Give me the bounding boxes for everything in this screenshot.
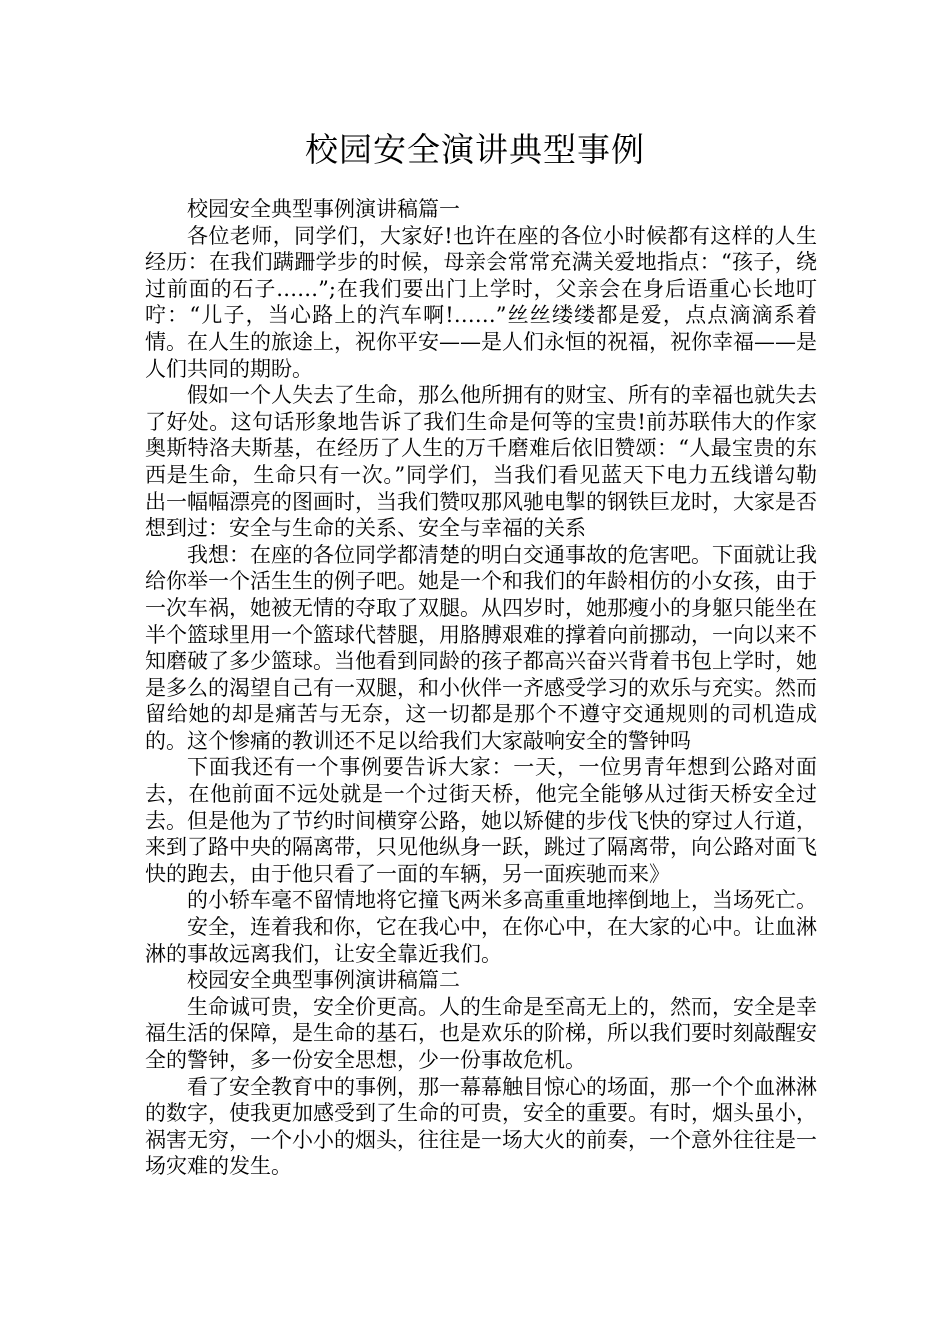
paragraph-greeting: 各位老师，同学们，大家好!也许在座的各位小时候都有这样的人生经历：在我们蹒跚学步的时候，母亲会常常充满关爱地指点：“孩子，绕过前面的石子……”;在我们要出门上学时，父亲会在身后语重心长地叮咛：“儿子，当心路上的汽车啊!……”丝丝缕缕都是爱，点点滴滴系着情。在人生的旅途上，祝你平安——是人们永恒的祝福，祝你幸福——是人们共同的期盼。 bbox=[145, 223, 817, 381]
document-body bbox=[145, 196, 817, 1180]
paragraph-safety-value: 生命诚可贵，安全价更高。人的生命是至高无上的，然而，安全是幸福生活的保障，是生命的基石，也是欢乐的阶梯，所以我们要时刻敲醒安全的警钟，多一份安全思想，少一份事故危机。 bbox=[145, 994, 817, 1072]
paragraph-life-value: 假如一个人失去了生命，那么他所拥有的财宝、所有的幸福也就失去了好处。这句话形象地告诉了我们生命是何等的宝贵!前苏联伟大的作家奥斯特洛夫斯基，在经历了人生的万千磨难后依旧赞颂：“人最宝贵的东西是生命，生命只有一次。”同学们，当我们看见蓝天下电力五线谱勾勒出一幅幅漂亮的图画时，当我们赞叹那风驰电掣的钢铁巨龙时，大家是否想到过：安全与生命的关系、安全与幸福的关系 bbox=[145, 383, 817, 541]
section-heading-2: 校园安全典型事例演讲稿篇二 bbox=[187, 968, 460, 993]
document-title: 校园安全演讲典型事例 bbox=[305, 130, 645, 169]
paragraph-example-girl: 我想：在座的各位同学都清楚的明白交通事故的危害吧。下面就让我给你举一个活生生的例子吧。她是一个和我们的年龄相仿的小女孩，由于一次车祸，她被无情的夺取了双腿。从四岁时，她那瘦小的身躯只能坐在半个篮球里用一个篮球代替腿，用胳膊艰难的撑着向前挪动，一向以来不知磨破了多少篮球。当他看到同龄的孩子都高兴奋兴背着书包上学时，她是多么的渴望自己有一双腿，和小伙伴一齐感受学习的欢乐与充实。然而留给她的却是痛苦与无奈，这一切都是那个不遵守交通规则的司机造成的。这个惨痛的教训还不足以给我们大家敲响安全的警钟吗 bbox=[145, 542, 817, 753]
paragraph-education: 看了安全教育中的事例，那一幕幕触目惊心的场面，那一个个血淋淋的数字，使我更加感受到了生命的可贵，安全的重要。有时，烟头虽小，祸害无穷，一个小小的烟头，往往是一场大火的前奏，一个意外往往是一场灾难的发生。 bbox=[145, 1074, 817, 1179]
paragraph-example-man-cont: 的小轿车毫不留情地将它撞飞两米多高重重地摔倒地上，当场死亡。 bbox=[187, 888, 817, 913]
paragraph-conclusion: 安全，连着我和你，它在我心中，在你心中，在大家的心中。让血淋淋的事故远离我们，让安全靠近我们。 bbox=[145, 915, 817, 966]
paragraph-example-man: 下面我还有一个事例要告诉大家：一天，一位男青年想到公路对面去，在他前面不远处就是一个过街天桥，他完全能够从过街天桥安全过去。但是他为了节约时间横穿公路，她以矫健的步伐飞快的穿过人行道，来到了路中央的隔离带，只见他纵身一跃，跳过了隔离带，向公路对面飞快的跑去，由于他只看了一面的车辆，另一面疾驰而来》 bbox=[145, 755, 817, 886]
section-heading-1: 校园安全典型事例演讲稿篇一 bbox=[187, 197, 460, 221]
